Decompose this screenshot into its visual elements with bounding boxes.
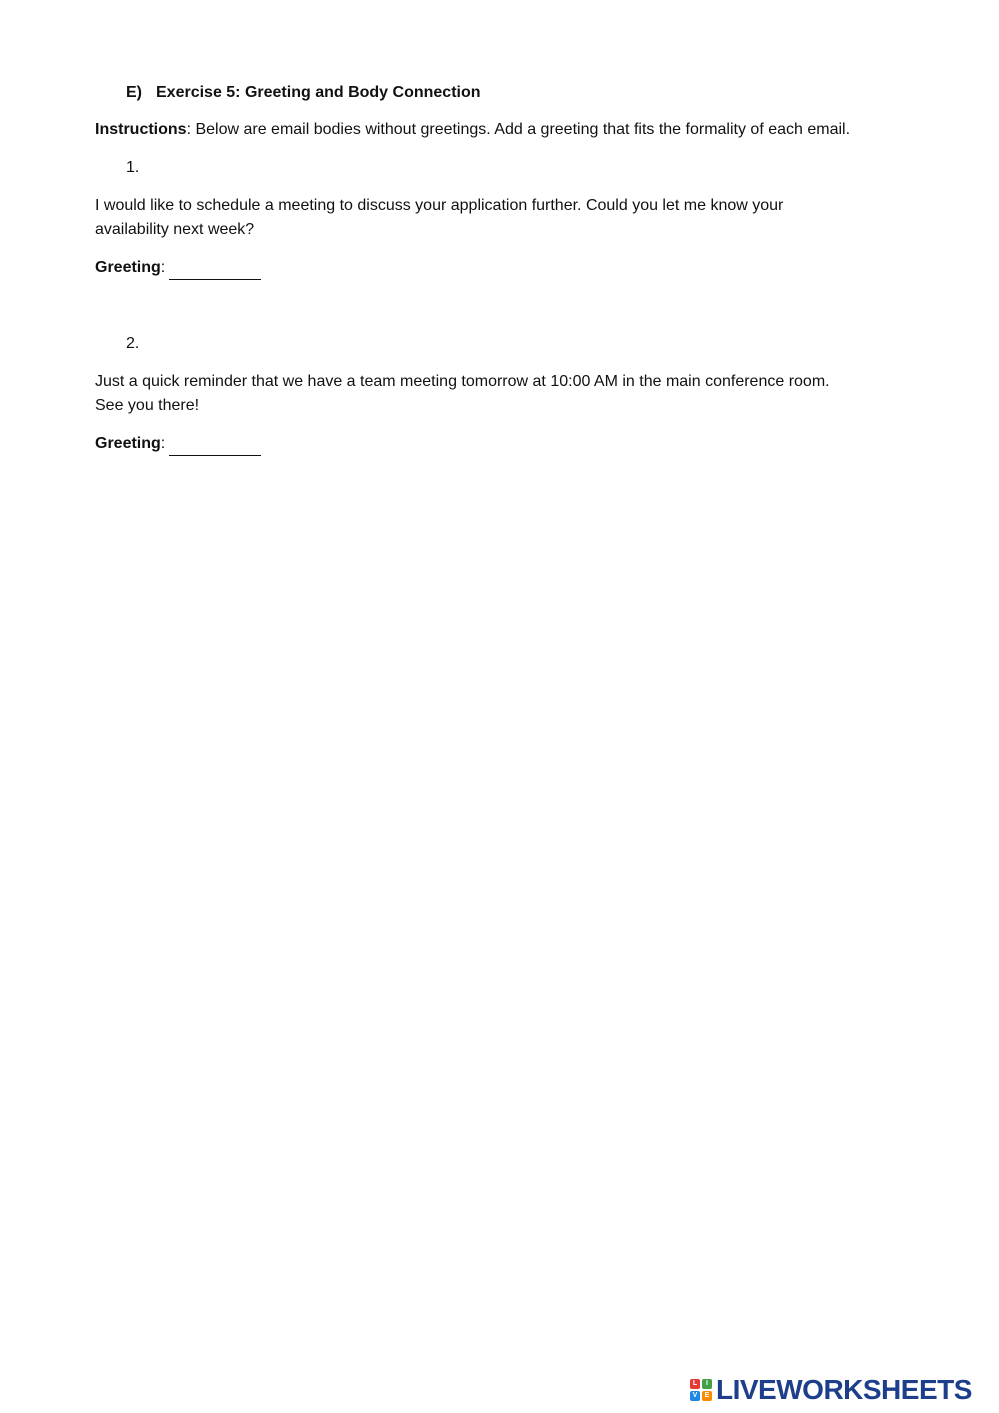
- email-body-1-line-2: availability next week?: [95, 221, 255, 238]
- email-body-2-line-1: Just a quick reminder that we have a team meeting tomorrow at 10:00 AM in the main conference room.: [95, 373, 830, 390]
- greeting-row-1: [95, 256, 261, 280]
- email-body-1-line-1: I would like to schedule a meeting to discuss your application further. Could you let me know your: [95, 197, 784, 214]
- liveworksheets-wordmark: LIVEWORKSHEETS: [716, 1374, 972, 1405]
- item-number-1: 1.: [126, 159, 140, 176]
- exercise-title: Exercise 5: Greeting and Body Connection: [156, 84, 481, 101]
- greeting-label: Greeting: [95, 259, 161, 276]
- logo-square-e: E: [702, 1391, 712, 1401]
- greeting-separator: :: [160, 435, 166, 452]
- instructions-text: : Below are email bodies without greetings. Add a greeting that fits the formality of each email.: [186, 121, 851, 138]
- instructions-label: Instructions: [95, 121, 187, 138]
- greeting-answer-input-2[interactable]: [169, 439, 261, 456]
- logo-square-i: I: [702, 1379, 712, 1389]
- greeting-row-2: [95, 432, 261, 456]
- exercise-heading: [126, 81, 481, 105]
- item-number-2: 2.: [126, 335, 140, 352]
- liveworksheets-logo-icon: [690, 1379, 712, 1401]
- email-body-2-line-2: See you there!: [95, 397, 200, 414]
- greeting-label: Greeting: [95, 435, 161, 452]
- section-letter: E): [126, 84, 142, 101]
- logo-square-v: V: [690, 1391, 700, 1401]
- liveworksheets-logo: [690, 1374, 972, 1406]
- greeting-answer-input-1[interactable]: [169, 263, 261, 280]
- greeting-separator: :: [160, 259, 166, 276]
- instructions: [95, 118, 850, 142]
- logo-square-l: L: [690, 1379, 700, 1389]
